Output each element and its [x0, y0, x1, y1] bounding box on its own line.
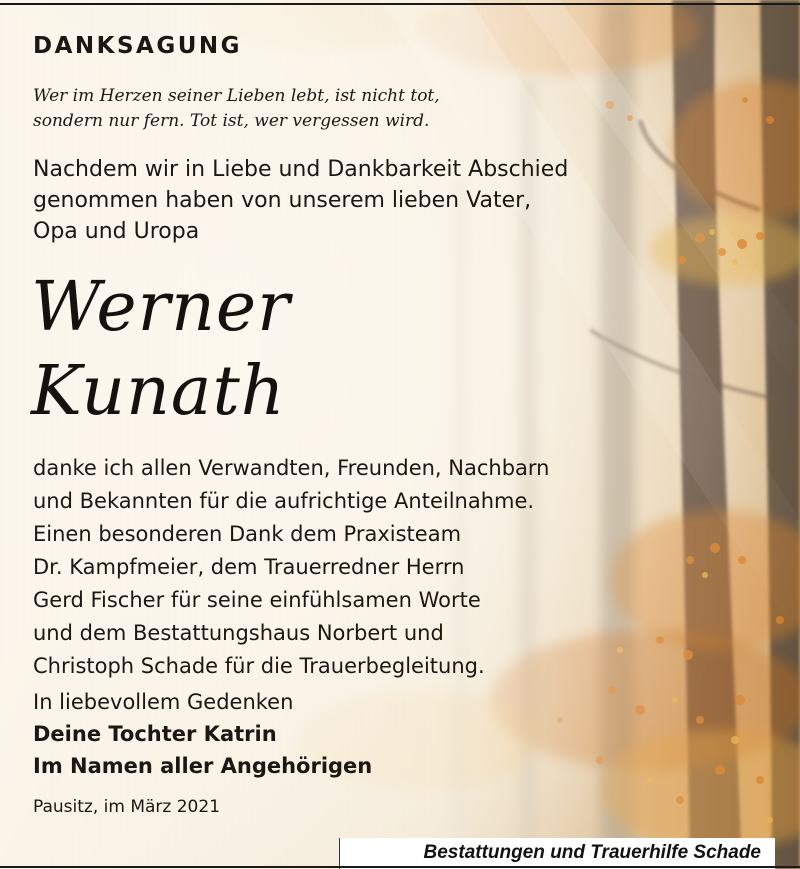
thanks-line: Christoph Schade für die Trauerbegleitung.: [33, 654, 485, 678]
intro-paragraph: [33, 154, 568, 247]
deceased-name: [31, 266, 291, 434]
thanks-line: danke ich allen Verwandten, Freunden, Nachbarn: [33, 456, 550, 480]
notice-title: DANKSAGUNG: [33, 33, 243, 59]
thanks-line: Dr. Kampfmeier, dem Trauerredner Herrn: [33, 555, 465, 579]
signoff-family: Im Namen aller Angehörigen: [33, 754, 373, 778]
thanks-paragraph: [33, 452, 550, 683]
deceased-last-name: Kunath: [31, 352, 286, 431]
intro-line: genommen haben von unserem lieben Vater,: [33, 188, 532, 213]
quote-line: Wer im Herzen seiner Lieben lebt, ist nicht tot,: [33, 86, 440, 106]
thanks-line: und dem Bestattungshaus Norbert und: [33, 621, 444, 645]
deceased-first-name: Werner: [31, 268, 291, 347]
funeral-home-credit: Bestattungen und Trauerhilfe Schade: [339, 838, 775, 869]
bottom-border-rule: [0, 866, 800, 868]
signoff-signer: Deine Tochter Katrin: [33, 722, 277, 746]
signoff-block: [33, 686, 372, 782]
top-border-rule: [0, 3, 800, 5]
thanks-line: und Bekannten für die aufrichtige Anteilnahme.: [33, 489, 535, 513]
signoff-greeting: In liebevollem Gedenken: [33, 690, 294, 714]
thanks-line: Einen besonderen Dank dem Praxisteam: [33, 522, 462, 546]
thanks-line: Gerd Fischer für seine einfühlsamen Worte: [33, 588, 481, 612]
intro-line: Opa und Uropa: [33, 219, 200, 244]
quote-line: sondern nur fern. Tot ist, wer vergessen wird.: [33, 111, 430, 131]
memorial-quote: [33, 84, 440, 134]
intro-line: Nachdem wir in Liebe und Dankbarkeit Abschied: [33, 157, 569, 182]
place-and-date: Pausitz, im März 2021: [33, 797, 221, 817]
